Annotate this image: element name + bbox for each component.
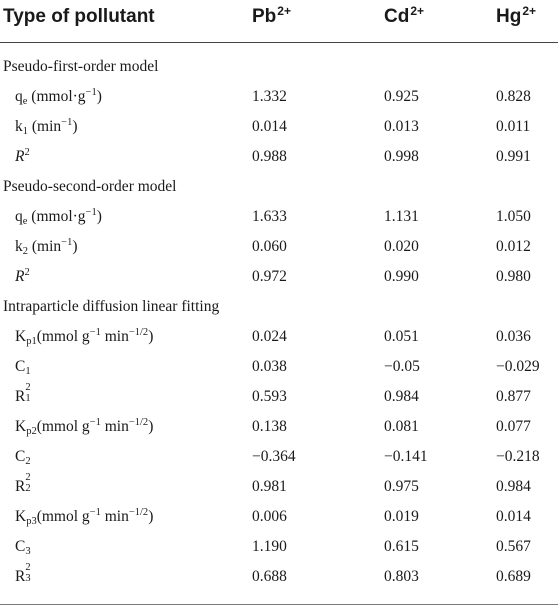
row-label: R 2 2 [15, 472, 31, 495]
cell-cd: 0.081 [384, 418, 419, 435]
row-label: $C_2$ [15, 448, 31, 467]
cell-pb: 1.633 [252, 208, 287, 225]
table-row [0, 382, 558, 412]
cell-hg: 0.077 [496, 418, 531, 435]
table-row [0, 322, 558, 352]
cell-pb: 0.981 [252, 478, 287, 495]
table-row [0, 112, 558, 142]
cell-pb: 1.332 [252, 88, 287, 105]
cell-cd: 0.984 [384, 388, 419, 405]
cell-pb: 1.190 [252, 538, 287, 555]
cell-hg: 0.011 [496, 118, 531, 135]
cell-cd: 0.020 [384, 238, 419, 255]
row-label: $C_3$ [15, 538, 31, 557]
table-row [0, 502, 558, 532]
cell-cd: 0.975 [384, 478, 419, 495]
cell-hg: 0.877 [496, 388, 531, 405]
table-row [0, 412, 558, 442]
cell-hg: 0.984 [496, 478, 531, 495]
cell-hg: 0.014 [496, 508, 531, 525]
table-row [0, 442, 558, 472]
cell-cd: 0.803 [384, 568, 419, 585]
row-label: $R^2$ [15, 147, 30, 165]
header-pb: $Pb^{2+}$ [252, 4, 291, 27]
row-label: $q_e$ $(mmol\cdot g^{-1})$ [15, 87, 102, 107]
row-label: $R^2$ [15, 267, 30, 285]
cell-pb: 0.024 [252, 328, 287, 345]
cell-hg: 0.036 [496, 328, 531, 345]
cell-pb: −0.364 [252, 448, 296, 465]
header-cd: $Cd^{2+}$ [384, 4, 425, 27]
table-row [0, 232, 558, 262]
table-row [0, 262, 558, 292]
cell-hg: −0.218 [496, 448, 540, 465]
cell-cd: −0.05 [384, 358, 420, 375]
row-label: $q_e$ $(mmol\cdot g^{-1})$ [15, 207, 102, 227]
row-label: $k_1$ $(\min^{-1})$ [15, 117, 78, 137]
cell-hg: 0.991 [496, 148, 531, 165]
cell-cd: 1.131 [384, 208, 419, 225]
cell-hg: 0.012 [496, 238, 531, 255]
section-intraparticle-diffusion: Intraparticle diffusion linear fitting [3, 298, 220, 315]
table-row [0, 532, 558, 562]
cell-pb: 0.988 [252, 148, 287, 165]
section-pseudo-first-order: Pseudo-first-order model [3, 58, 159, 75]
table-row [0, 472, 558, 502]
table-row [0, 142, 558, 172]
table-row [0, 352, 558, 382]
header-hg: $Hg^{2+}$ [496, 4, 537, 27]
cell-cd: 0.925 [384, 88, 419, 105]
cell-hg: 1.050 [496, 208, 531, 225]
row-label: $K_{p3}(mmol$ $g^{-1}$ $\min^{-1/2}$) [15, 507, 154, 527]
cell-hg: 0.980 [496, 268, 531, 285]
table-row [0, 82, 558, 112]
row-label: $K_{p2}(mmol$ $g^{-1}$ $\min^{-1/2}$) [15, 417, 154, 437]
cell-pb: 0.014 [252, 118, 287, 135]
cell-hg: 0.567 [496, 538, 531, 555]
cell-pb: 0.688 [252, 568, 287, 585]
row-label: R 2 3 [15, 562, 31, 585]
cell-cd: 0.051 [384, 328, 419, 345]
table-row [0, 202, 558, 232]
cell-pb: 0.060 [252, 238, 287, 255]
cell-hg: 0.689 [496, 568, 531, 585]
cell-pb: 0.972 [252, 268, 287, 285]
cell-pb: 0.038 [252, 358, 287, 375]
cell-cd: 0.990 [384, 268, 419, 285]
cell-hg: −0.029 [496, 358, 540, 375]
cell-hg: 0.828 [496, 88, 531, 105]
cell-pb: 0.138 [252, 418, 287, 435]
table-row [0, 562, 558, 592]
row-label: $C_1$ [15, 358, 31, 377]
bottom-rule [0, 604, 558, 605]
row-label: $K_{p1}(mmol$ $g^{-1}$ $\min^{-1/2}$) [15, 327, 154, 347]
header-rule [0, 42, 558, 43]
cell-cd: 0.998 [384, 148, 419, 165]
cell-pb: 0.593 [252, 388, 287, 405]
cell-cd: 0.615 [384, 538, 419, 555]
row-label: R 2 1 [15, 382, 31, 405]
table-header [0, 0, 558, 42]
header-pollutant: Type of pollutant [3, 6, 155, 27]
row-label: $k_2$ $(\min^{-1})$ [15, 237, 78, 257]
cell-cd: −0.141 [384, 448, 428, 465]
cell-cd: 0.013 [384, 118, 419, 135]
cell-cd: 0.019 [384, 508, 419, 525]
section-pseudo-second-order: Pseudo-second-order model [3, 178, 177, 195]
cell-pb: 0.006 [252, 508, 287, 525]
